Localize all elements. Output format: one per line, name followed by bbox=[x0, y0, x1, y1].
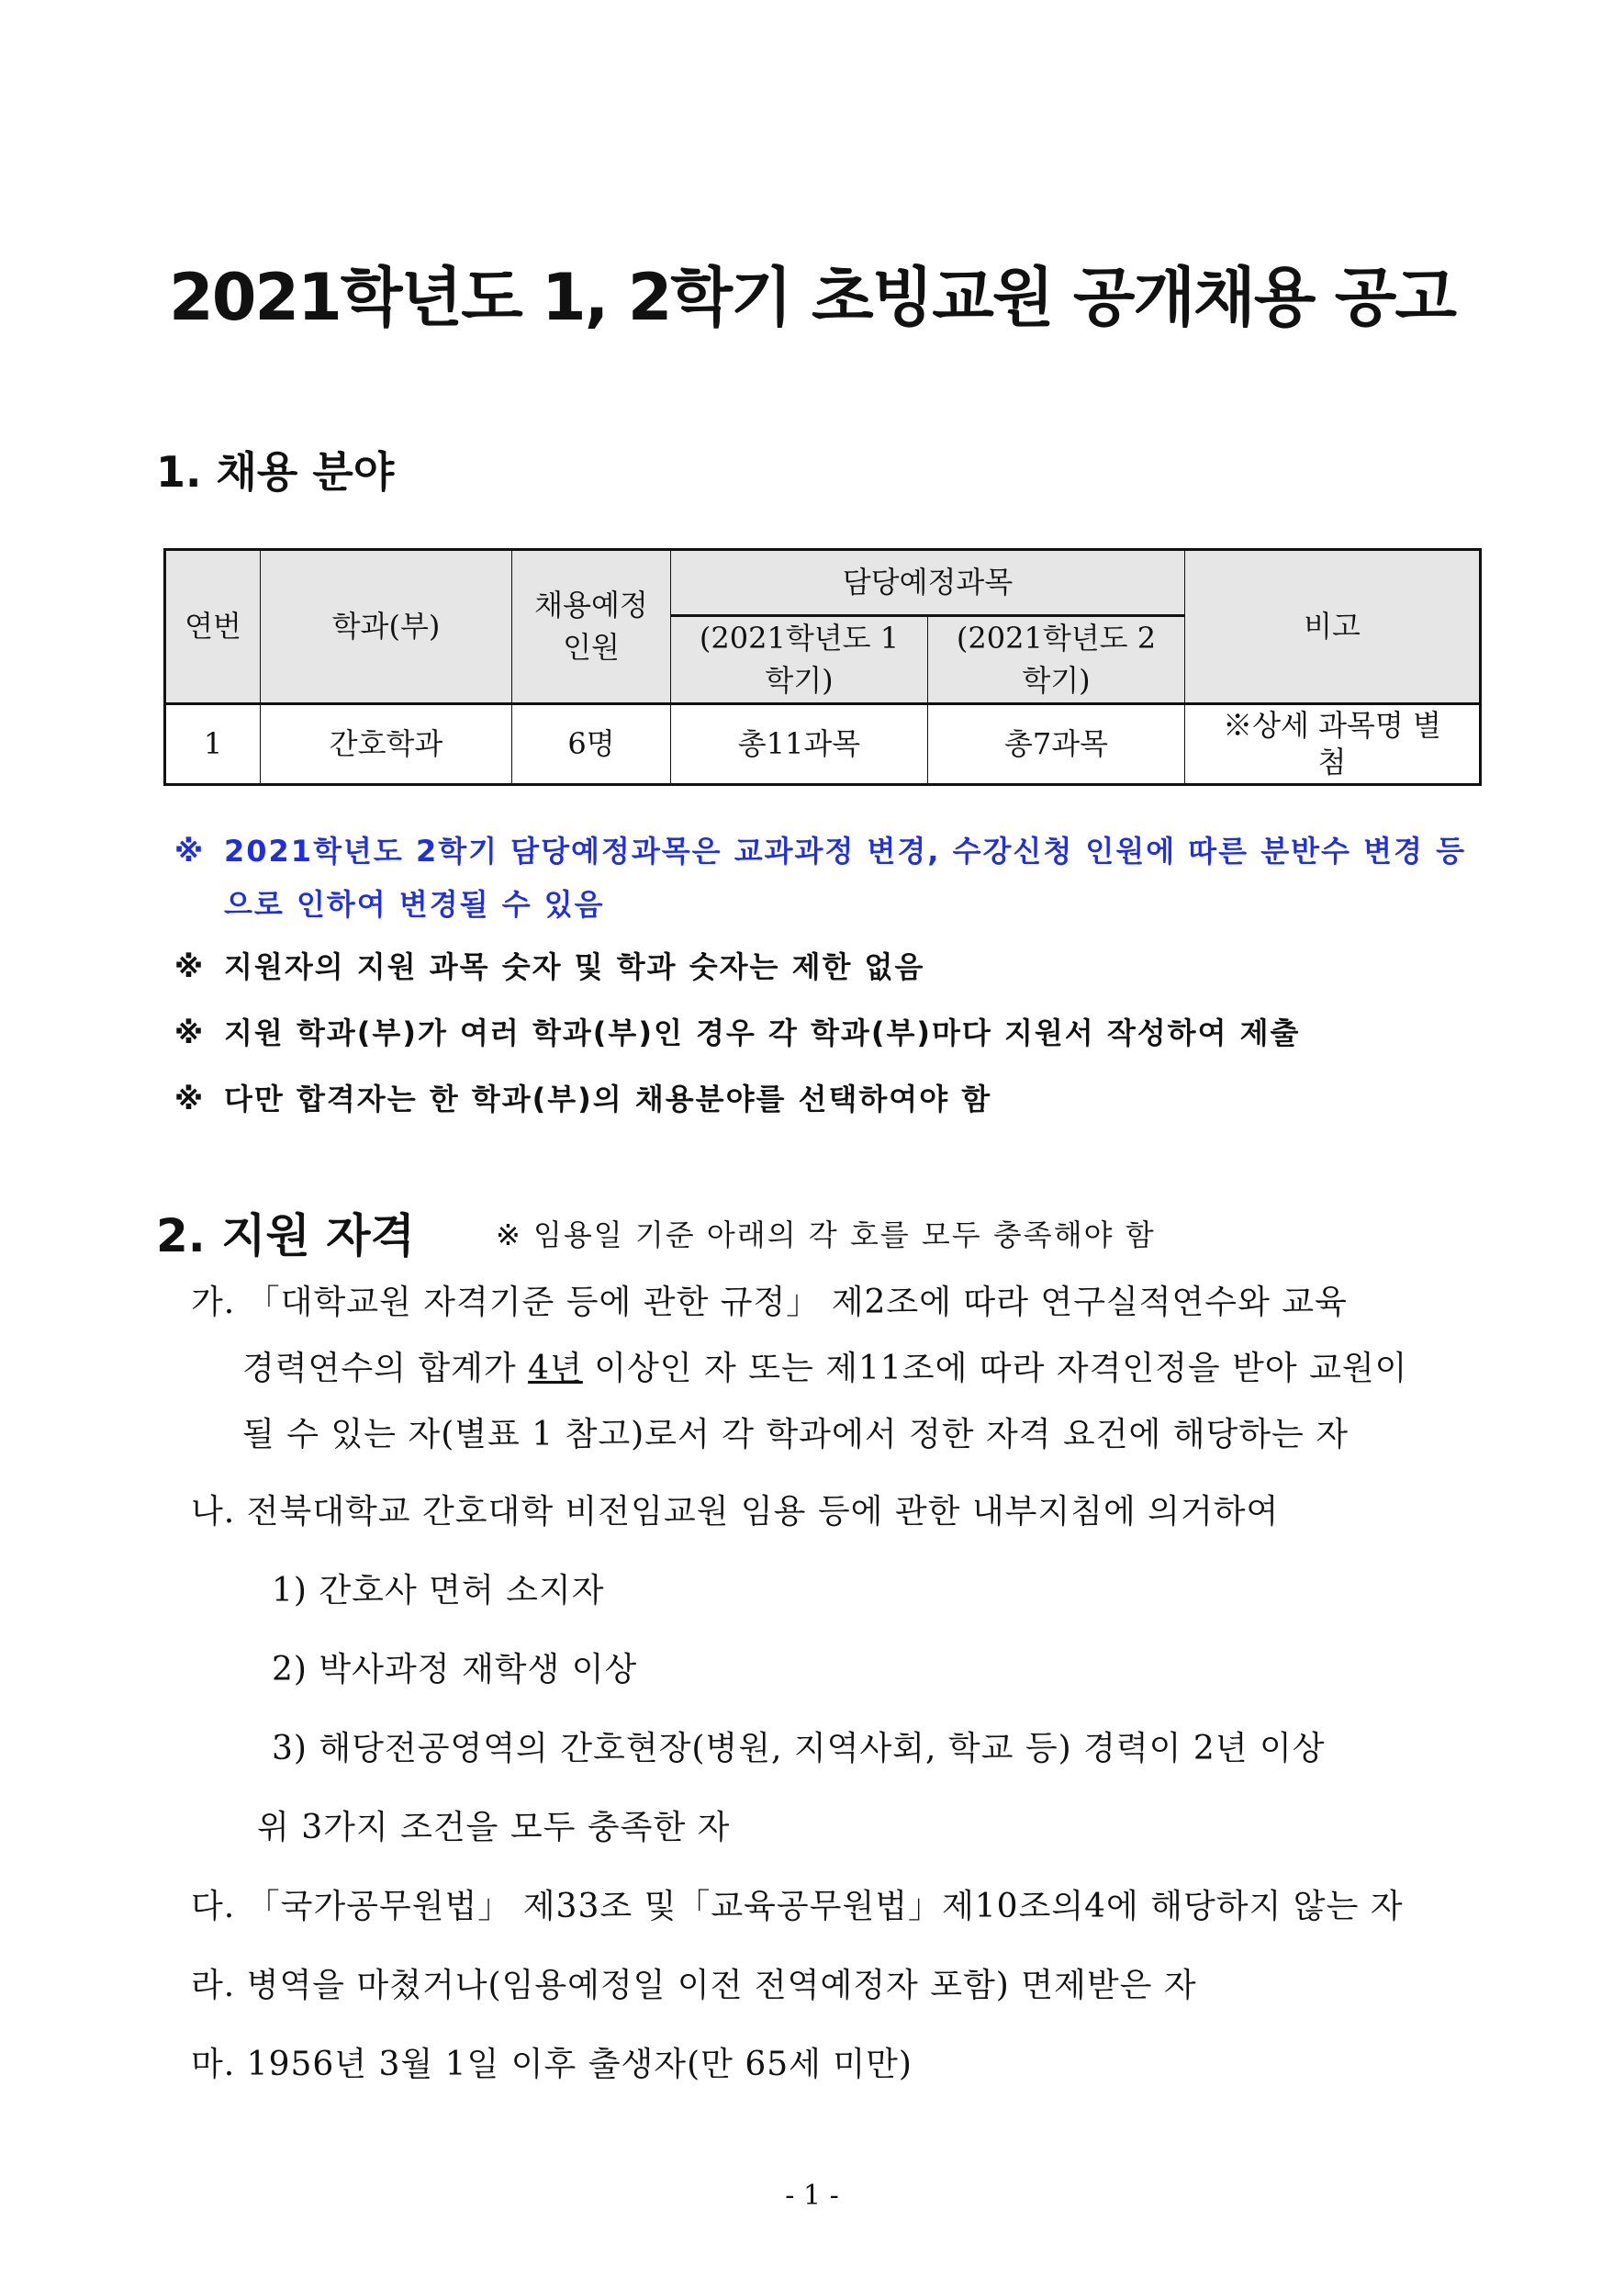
qual-na: 나. 전북대학교 간호대학 비전임교원 임용 등에 관한 내부지침에 의거하여 bbox=[191, 1493, 1280, 1531]
note-item bbox=[174, 824, 1487, 931]
table-row bbox=[165, 703, 1481, 784]
cell-count: 6명 bbox=[512, 703, 671, 784]
qual-ga-line3: 될 수 있는 자(별표 1 참고)로서 각 학과에서 정한 자격 요건에 해당하는 자 bbox=[242, 1416, 1350, 1453]
header-count: 채용예정인원 bbox=[512, 550, 671, 704]
note-text: 2021학년도 2학기 담당예정과목은 교과과정 변경, 수강신청 인원에 따른 분반수 변경 등으로 인하여 변경될 수 있음 bbox=[224, 834, 1466, 922]
reference-mark: ※ bbox=[174, 949, 206, 984]
header-sem2: (2021학년도 2학기) bbox=[928, 616, 1185, 704]
section-2-heading: 2. 지원 자격 bbox=[156, 1209, 415, 1262]
qual-da: 다. 「국가공무원법」 제33조 및「교육공무원법」제10조의4에 해당하지 않는 자 bbox=[191, 1888, 1404, 1925]
qual-na-3: 3) 해당전공영역의 간호현장(병원, 지역사회, 학교 등) 경력이 2년 이상 bbox=[272, 1730, 1326, 1767]
note-item bbox=[174, 940, 1487, 993]
qual-na-2: 2) 박사과정 재학생 이상 bbox=[272, 1651, 638, 1688]
page-number: - 1 - bbox=[785, 2180, 839, 2212]
note-text: 지원자의 지원 과목 숫자 및 학과 숫자는 제한 없음 bbox=[224, 949, 925, 984]
qual-ga-line2 bbox=[242, 1342, 1407, 1389]
qual-ra: 라. 병역을 마쳤거나(임용예정일 이전 전역예정자 포함) 면제받은 자 bbox=[191, 1967, 1197, 2004]
note-item bbox=[174, 1006, 1487, 1060]
notes-list bbox=[174, 824, 1487, 1138]
header-courses: 담당예정과목 bbox=[671, 550, 1185, 616]
section-1-heading: 1. 채용 분야 bbox=[156, 447, 395, 497]
note-text: 지원 학과(부)가 여러 학과(부)인 경우 각 학과(부)마다 지원서 작성하여 제출 bbox=[224, 1015, 1301, 1050]
cell-no: 1 bbox=[165, 703, 261, 784]
reference-mark: ※ bbox=[174, 1082, 206, 1116]
qual-ga-years: 4년 bbox=[528, 1350, 583, 1387]
header-sem1: (2021학년도 1학기) bbox=[671, 616, 928, 704]
reference-mark: ※ bbox=[174, 1015, 206, 1050]
recruitment-table bbox=[163, 548, 1482, 786]
qual-na-1: 1) 간호사 면허 소지자 bbox=[272, 1572, 605, 1610]
qual-na-summary: 위 3가지 조건을 모두 충족한 자 bbox=[257, 1809, 731, 1846]
header-remark: 비고 bbox=[1185, 550, 1481, 704]
qual-ga-line1: 가. 「대학교원 자격기준 등에 관한 규정」 제2조에 따라 연구실적연수와 교육 bbox=[191, 1284, 1348, 1321]
cell-sem1: 총11과목 bbox=[671, 703, 928, 784]
section-2-note: ※ 임용일 기준 아래의 각 호를 모두 충족해야 함 bbox=[496, 1217, 1156, 1252]
header-dept: 학과(부) bbox=[261, 550, 512, 704]
cell-remark: ※상세 과목명 별첨 bbox=[1185, 703, 1481, 784]
note-item bbox=[174, 1072, 1487, 1126]
cell-dept: 간호학과 bbox=[261, 703, 512, 784]
cell-sem2: 총7과목 bbox=[928, 703, 1185, 784]
header-no: 연번 bbox=[165, 550, 261, 704]
document-title: 2021학년도 1, 2학기 초빙교원 공개채용 공고 bbox=[169, 260, 1455, 335]
note-text: 다만 합격자는 한 학과(부)의 채용분야를 선택하여야 함 bbox=[224, 1082, 992, 1116]
qual-ga-line2-rest: 이상인 자 또는 제11조에 따라 자격인정을 받아 교원이 bbox=[582, 1350, 1408, 1387]
reference-mark: ※ bbox=[174, 834, 206, 869]
qual-ga-line2-text: 경력연수의 합계가 bbox=[242, 1350, 529, 1387]
qual-ma: 마. 1956년 3월 1일 이후 출생자(만 65세 미만) bbox=[191, 2046, 913, 2083]
